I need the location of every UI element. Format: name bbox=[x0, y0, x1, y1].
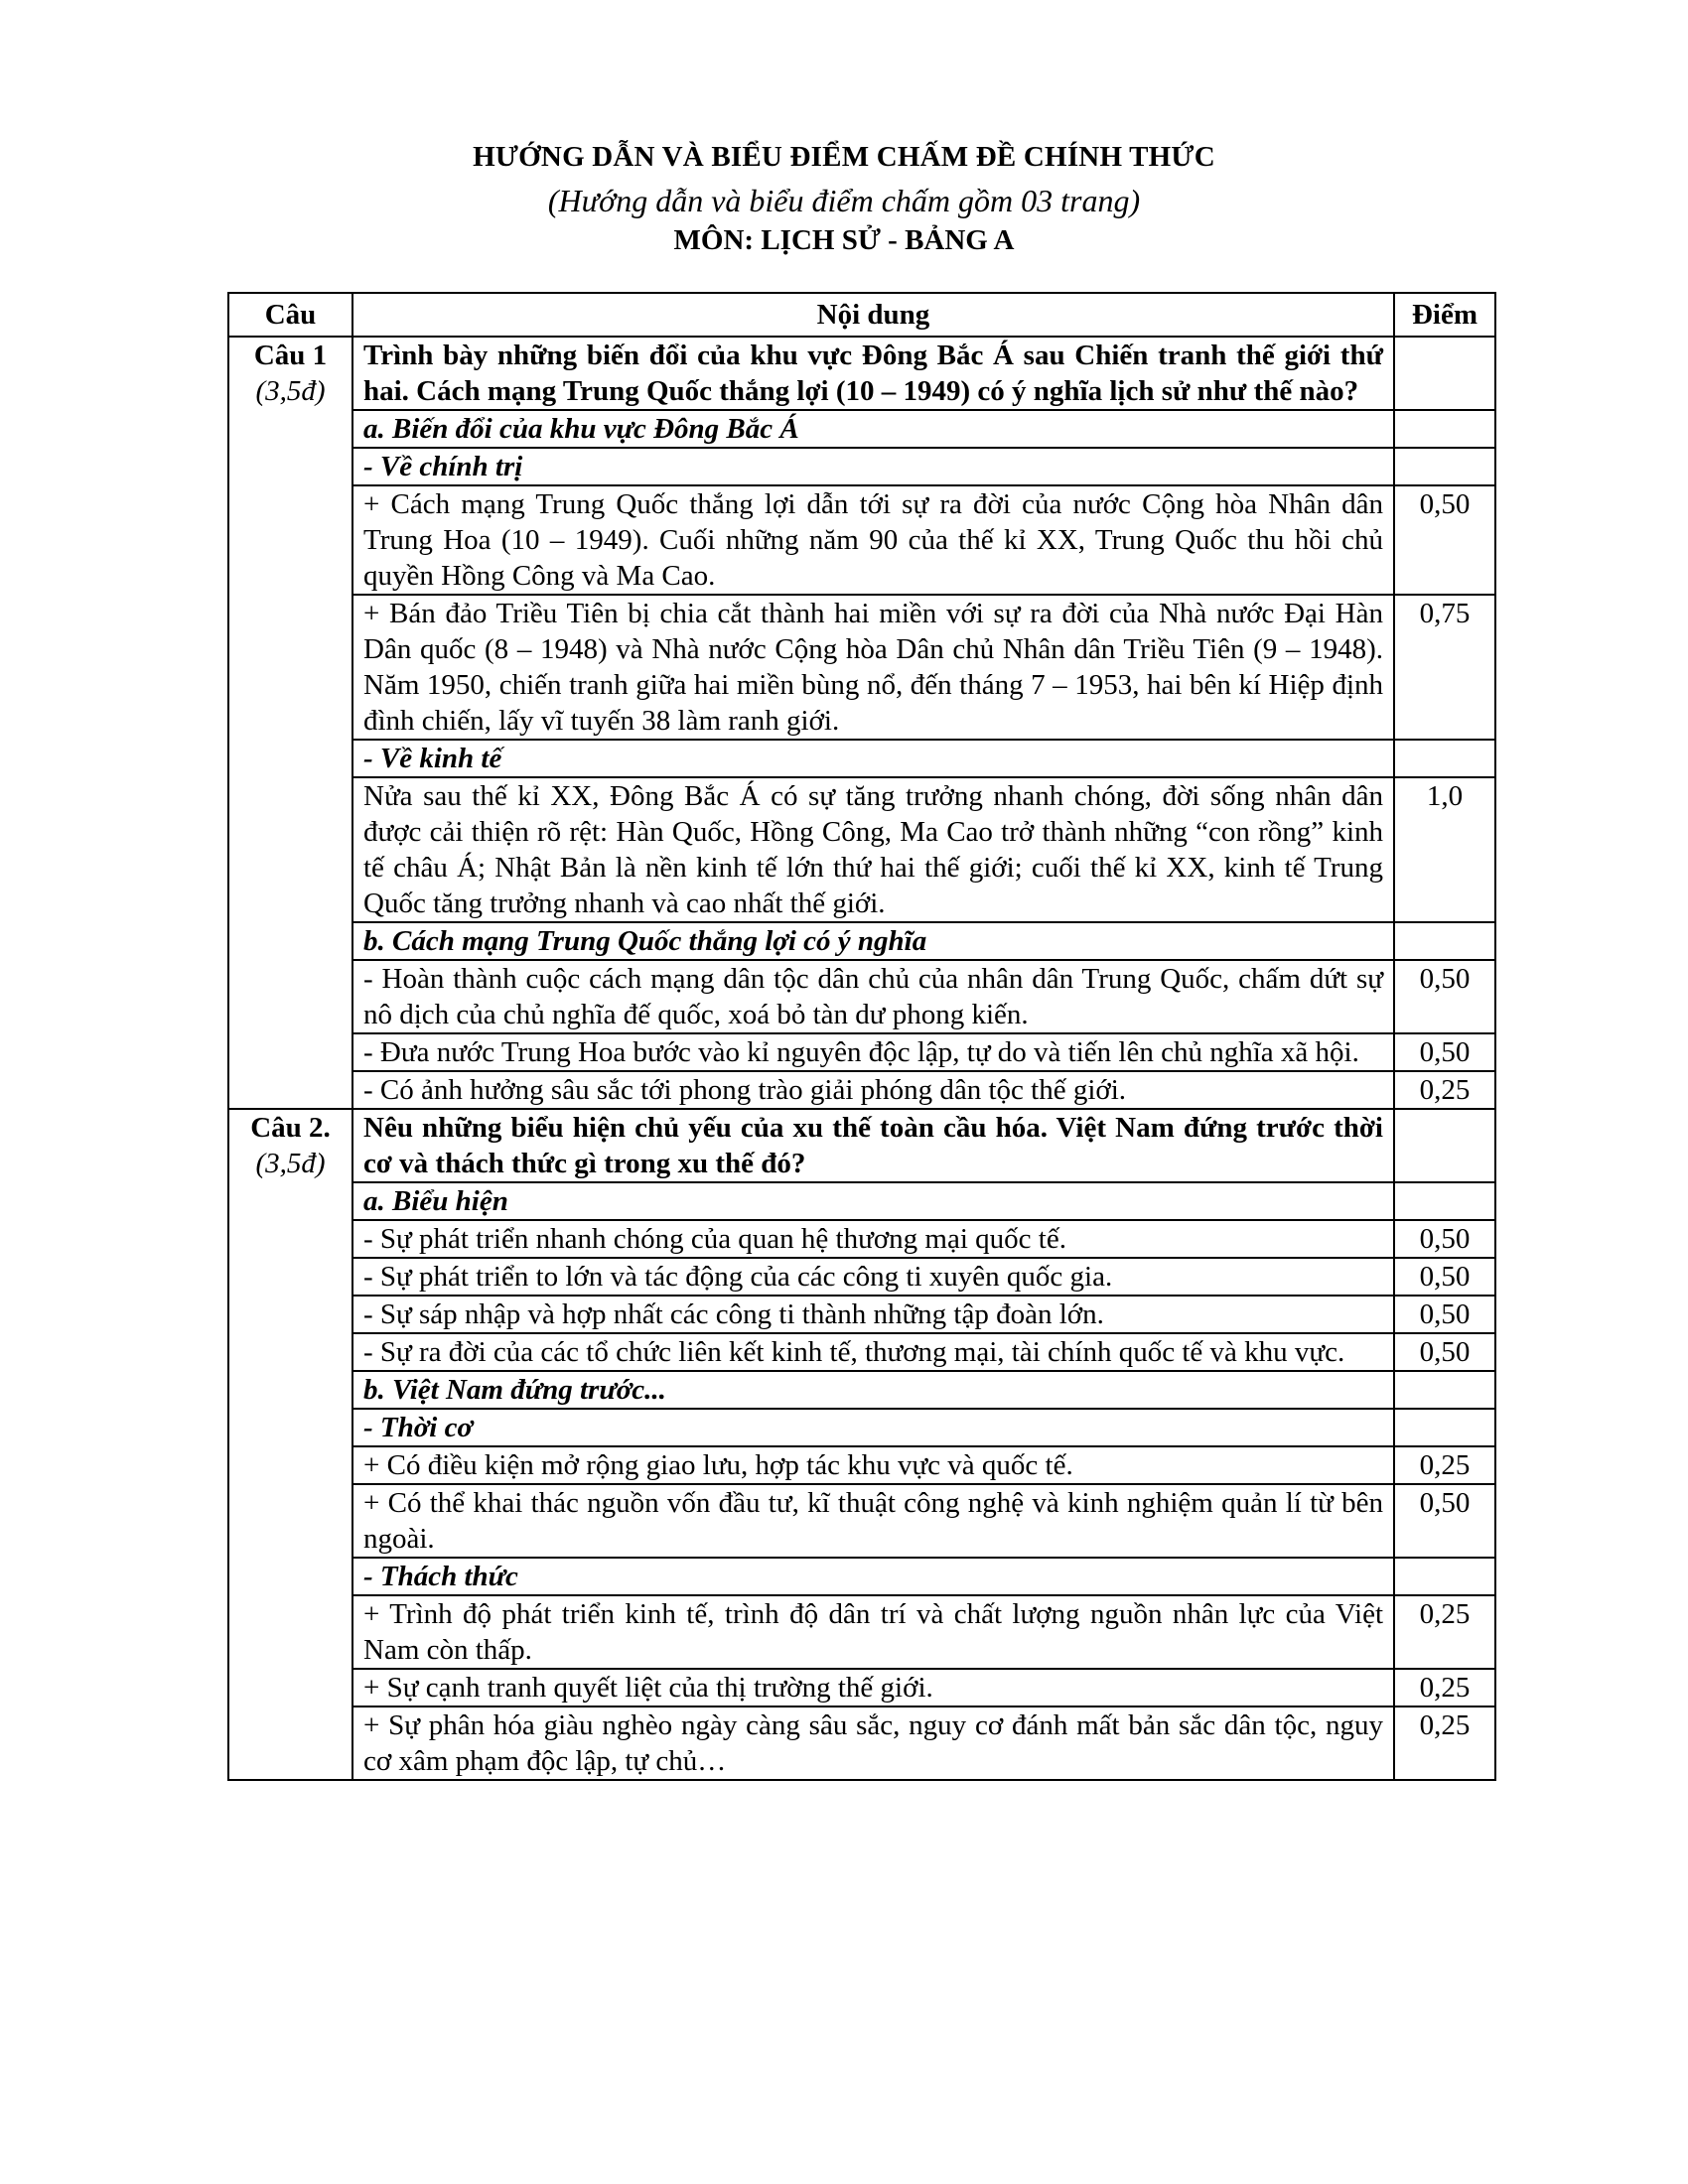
answer-text: + Sự phân hóa giàu nghèo ngày càng sâu sắc, nguy cơ đánh mất bản sắc dân tộc, nguy cơ xâm phạm độc lập, tự chủ… bbox=[352, 1706, 1394, 1780]
table-row bbox=[228, 1182, 1495, 1220]
question-text: Trình bày những biến đổi của khu vực Đông Bắc Á sau Chiến tranh thế giới thứ hai. Cách mạng Trung Quốc thắng lợi (10 – 1949) có ý nghĩa lịch sử như thế nào? bbox=[352, 337, 1394, 410]
table-row bbox=[228, 960, 1495, 1033]
header-content: Nội dung bbox=[352, 293, 1394, 337]
page-title: HƯỚNG DẪN VÀ BIỂU ĐIỂM CHẤM ĐỀ CHÍNH THỨC bbox=[473, 141, 1215, 173]
table-row bbox=[228, 1409, 1495, 1446]
answer-text: - Sự sáp nhập và hợp nhất các công ti thành những tập đoàn lớn. bbox=[352, 1296, 1394, 1333]
table-row bbox=[228, 1220, 1495, 1258]
subsection-heading: - Về chính trị bbox=[352, 448, 1394, 485]
answer-text: - Sự phát triển nhanh chóng của quan hệ thương mại quốc tế. bbox=[352, 1220, 1394, 1258]
answer-text: + Trình độ phát triển kinh tế, trình độ dân trí và chất lượng nguồn nhân lực của Việt Nam còn thấp. bbox=[352, 1595, 1394, 1669]
section-heading: b. Việt Nam đứng trước... bbox=[352, 1371, 1394, 1409]
score-cell: 0,50 bbox=[1394, 1333, 1495, 1371]
answer-text: + Sự cạnh tranh quyết liệt của thị trường thế giới. bbox=[352, 1669, 1394, 1706]
grading-table bbox=[227, 292, 1496, 1781]
score-cell: 0,25 bbox=[1394, 1446, 1495, 1484]
header-question: Câu bbox=[228, 293, 352, 337]
table-row bbox=[228, 1595, 1495, 1669]
score-cell bbox=[1394, 1558, 1495, 1595]
table-row bbox=[228, 1033, 1495, 1071]
score-cell: 0,25 bbox=[1394, 1669, 1495, 1706]
score-cell bbox=[1394, 410, 1495, 448]
score-cell: 0,50 bbox=[1394, 1258, 1495, 1296]
answer-text: - Hoàn thành cuộc cách mạng dân tộc dân chủ của nhân dân Trung Quốc, chấm dứt sự nô dịch của chủ nghĩa đế quốc, xoá bỏ tàn dư phong kiến. bbox=[352, 960, 1394, 1033]
answer-text: + Có thể khai thác nguồn vốn đầu tư, kĩ thuật công nghệ và kinh nghiệm quản lí từ bên ngoài. bbox=[352, 1484, 1394, 1558]
table-row bbox=[228, 1669, 1495, 1706]
table-row bbox=[228, 1333, 1495, 1371]
subject-line: MÔN: LỊCH SỬ - BẢNG A bbox=[673, 224, 1015, 256]
table-row bbox=[228, 337, 1495, 410]
score-cell bbox=[1394, 1409, 1495, 1446]
score-cell: 0,50 bbox=[1394, 1033, 1495, 1071]
subsection-heading: - Thời cơ bbox=[352, 1409, 1394, 1446]
table-row bbox=[228, 1558, 1495, 1595]
subsection-heading: - Về kinh tế bbox=[352, 740, 1394, 777]
answer-text: Nửa sau thế kỉ XX, Đông Bắc Á có sự tăng trưởng nhanh chóng, đời sống nhân dân được cải thiện rõ rệt: Hàn Quốc, Hồng Công, Ma Cao trở thành những “con rồng” kinh tế châu Á; Nhật Bản là nền kinh tế lớn thứ hai thế giới; cuối thế kỉ XX, kinh tế Trung Quốc tăng trưởng nhanh và cao nhất thế giới. bbox=[352, 777, 1394, 922]
table-row bbox=[228, 1706, 1495, 1780]
score-cell bbox=[1394, 337, 1495, 410]
question-text: Nêu những biểu hiện chủ yếu của xu thế toàn cầu hóa. Việt Nam đứng trước thời cơ và thách thức gì trong xu thế đó? bbox=[352, 1109, 1394, 1182]
section-heading: a. Biểu hiện bbox=[352, 1182, 1394, 1220]
page-subtitle: (Hướng dẫn và biểu điểm chấm gồm 03 trang) bbox=[547, 183, 1141, 218]
answer-text: - Sự ra đời của các tổ chức liên kết kinh tế, thương mại, tài chính quốc tế và khu vực. bbox=[352, 1333, 1394, 1371]
question-points: (3,5đ) bbox=[255, 1148, 326, 1179]
score-cell: 0,50 bbox=[1394, 960, 1495, 1033]
section-heading: a. Biến đổi của khu vực Đông Bắc Á bbox=[352, 410, 1394, 448]
score-cell: 0,50 bbox=[1394, 1484, 1495, 1558]
answer-text: - Có ảnh hưởng sâu sắc tới phong trào giải phóng dân tộc thế giới. bbox=[352, 1071, 1394, 1109]
score-cell: 0,50 bbox=[1394, 485, 1495, 595]
subsection-heading: - Thách thức bbox=[352, 1558, 1394, 1595]
score-cell bbox=[1394, 1109, 1495, 1182]
table-row bbox=[228, 740, 1495, 777]
question-points: (3,5đ) bbox=[255, 375, 326, 407]
score-cell bbox=[1394, 922, 1495, 960]
score-cell: 1,0 bbox=[1394, 777, 1495, 922]
table-row bbox=[228, 1484, 1495, 1558]
table-row bbox=[228, 1258, 1495, 1296]
score-cell: 0,25 bbox=[1394, 1071, 1495, 1109]
score-cell: 0,50 bbox=[1394, 1296, 1495, 1333]
score-cell: 0,25 bbox=[1394, 1595, 1495, 1669]
score-cell bbox=[1394, 448, 1495, 485]
table-row bbox=[228, 1296, 1495, 1333]
answer-text: + Bán đảo Triều Tiên bị chia cắt thành hai miền với sự ra đời của Nhà nước Đại Hàn Dân quốc (8 – 1948) và Nhà nước Cộng hòa Dân chủ Nhân dân Triều Tiên (9 – 1948). Năm 1950, chiến tranh giữa hai miền bùng nổ, đến tháng 7 – 1953, hai bên kí Hiệp định đình chiến, lấy vĩ tuyến 38 làm ranh giới. bbox=[352, 595, 1394, 740]
score-cell bbox=[1394, 1182, 1495, 1220]
score-cell: 0,50 bbox=[1394, 1220, 1495, 1258]
question-number: Câu 1 bbox=[253, 340, 328, 371]
question-2-cell bbox=[228, 1109, 352, 1780]
answer-text: - Sự phát triển to lớn và tác động của các công ti xuyên quốc gia. bbox=[352, 1258, 1394, 1296]
table-row bbox=[228, 1446, 1495, 1484]
answer-text: + Có điều kiện mở rộng giao lưu, hợp tác khu vực và quốc tế. bbox=[352, 1446, 1394, 1484]
table-header-row bbox=[228, 293, 1495, 337]
score-cell: 0,75 bbox=[1394, 595, 1495, 740]
table-row bbox=[228, 1371, 1495, 1409]
table-row bbox=[228, 1071, 1495, 1109]
table-row bbox=[228, 922, 1495, 960]
table-row bbox=[228, 485, 1495, 595]
table-row bbox=[228, 1109, 1495, 1182]
table-row bbox=[228, 410, 1495, 448]
header-score: Điểm bbox=[1394, 293, 1495, 337]
table-row bbox=[228, 777, 1495, 922]
score-cell bbox=[1394, 1371, 1495, 1409]
answer-text: - Đưa nước Trung Hoa bước vào kỉ nguyên độc lập, tự do và tiến lên chủ nghĩa xã hội. bbox=[352, 1033, 1394, 1071]
score-cell bbox=[1394, 740, 1495, 777]
question-number: Câu 2. bbox=[250, 1112, 331, 1144]
table-row bbox=[228, 448, 1495, 485]
table-row bbox=[228, 595, 1495, 740]
answer-text: + Cách mạng Trung Quốc thắng lợi dẫn tới sự ra đời của nước Cộng hòa Nhân dân Trung Hoa (10 – 1949). Cuối những năm 90 của thế kỉ XX, Trung Quốc thu hồi chủ quyền Hồng Công và Ma Cao. bbox=[352, 485, 1394, 595]
question-1-cell bbox=[228, 337, 352, 1109]
section-heading: b. Cách mạng Trung Quốc thắng lợi có ý nghĩa bbox=[352, 922, 1394, 960]
score-cell: 0,25 bbox=[1394, 1706, 1495, 1780]
